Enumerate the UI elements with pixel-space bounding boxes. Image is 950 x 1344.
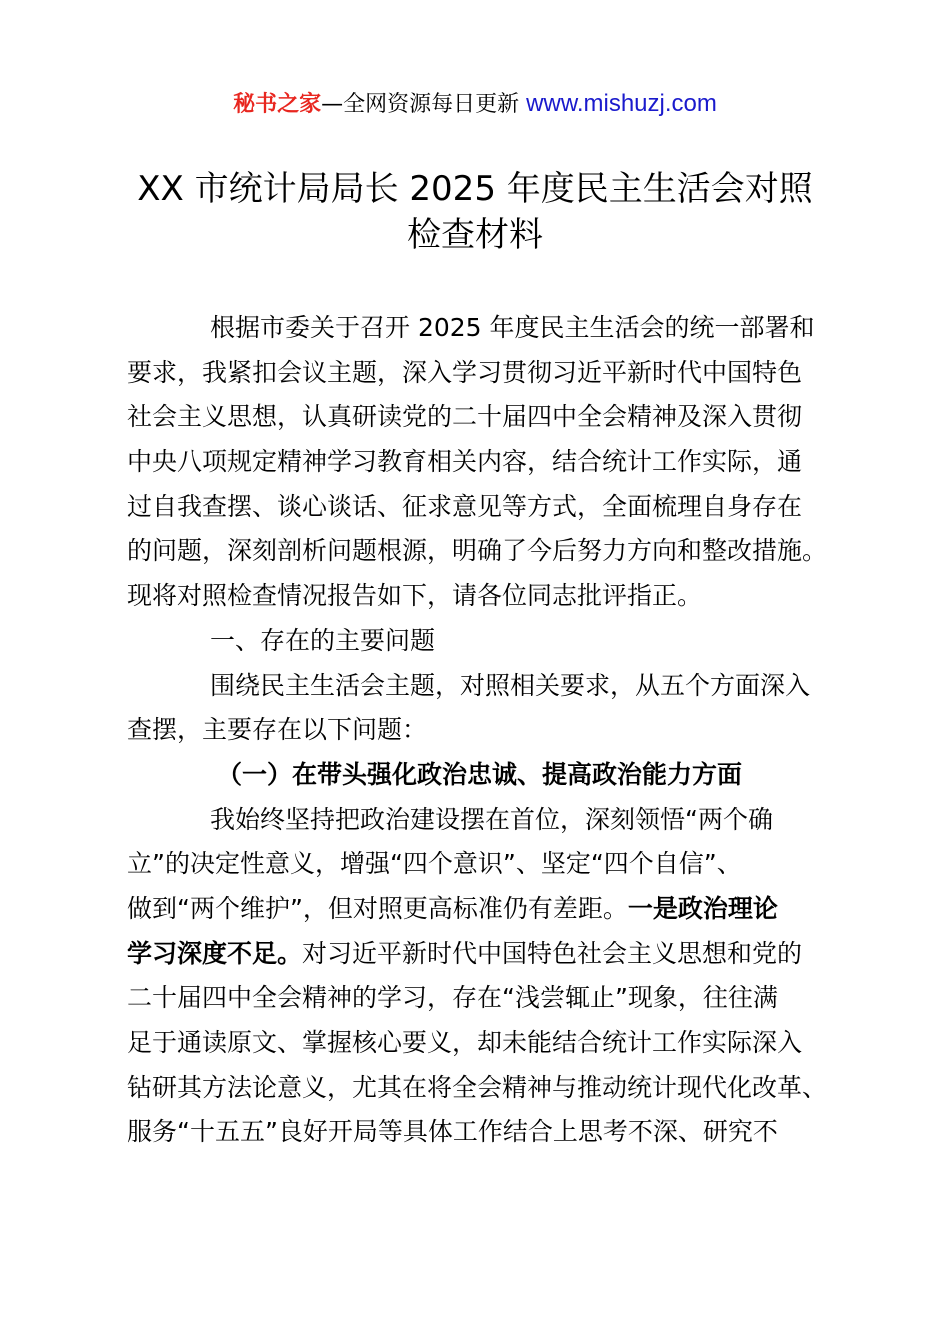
paragraph-line: 现将对照检查情况报告如下，请各位同志批评指正。 [127, 581, 703, 611]
paragraph-line [127, 932, 847, 977]
paragraph-line: 足于通读原文、掌握核心要义，却未能结合统计工作实际深入 [127, 1028, 803, 1057]
paragraph-line: 二十届四中全会精神的学习，存在“浅尝辄止”现象，往往满 [127, 983, 778, 1013]
bold-point-label: 一是政治理论 [627, 893, 778, 923]
paragraph-line: 钻研其方法论意义，尤其在将全会精神与推动统计现代化改革、 [127, 1072, 828, 1102]
site-url-link[interactable]: www.mishuzj.com [526, 90, 717, 117]
tagline: —全网资源每日更新 [321, 92, 527, 117]
paragraph-line: 服务“十五五”良好开局等具体工作结合上思考不深、研究不 [127, 1117, 778, 1147]
title-line-2: 检查材料 [407, 215, 543, 255]
brand-name: 秘书之家 [233, 92, 322, 117]
paragraph-line: 立”的决定性意义，增强“四个意识”、坚定“四个自信”、 [127, 849, 742, 879]
paragraph-line: 围绕民主生活会主题，对照相关要求，从五个方面深入 [210, 670, 811, 700]
paragraph-line: 社会主义思想，认真研读党的二十届四中全会精神及深入贯彻 [127, 402, 803, 432]
paragraph-line [127, 887, 847, 932]
bold-point-label: 学习深度不足。 [127, 938, 303, 968]
document-body [127, 306, 847, 1155]
paragraph-line: 中央八项规定精神学习教育相关内容，结合统计工作实际，通 [127, 447, 803, 477]
paragraph-line: 过自我查摆、谈心谈话、征求意见等方式，全面梳理自身存在 [127, 491, 803, 521]
site-header [0, 88, 950, 121]
paragraph-line: 根据市委关于召开 2025 年度民主生活会的统一部署和 [210, 313, 815, 342]
text-run: 对习近平新时代中国特色社会主义思想和党的 [302, 938, 803, 968]
document-title [0, 166, 950, 258]
title-line-1: XX 市统计局局长 2025 年度民主生活会对照 [137, 169, 813, 209]
paragraph-line: 我始终坚持把政治建设摆在首位，深刻领悟“两个确 [210, 804, 773, 834]
paragraph-line: 的问题，深刻剖析问题根源，明确了今后努力方向和整改措施。 [127, 536, 828, 566]
subsection-heading: （一）在带头强化政治忠诚、提高政治能力方面 [217, 759, 743, 789]
paragraph-line: 要求，我紧扣会议主题，深入学习贯彻习近平新时代中国特色 [127, 357, 803, 387]
text-run: 做到“两个维护”，但对照更高标准仍有差距。 [127, 893, 628, 923]
paragraph-line: 查摆，主要存在以下问题： [127, 715, 428, 745]
section-heading: 一、存在的主要问题 [210, 625, 436, 655]
